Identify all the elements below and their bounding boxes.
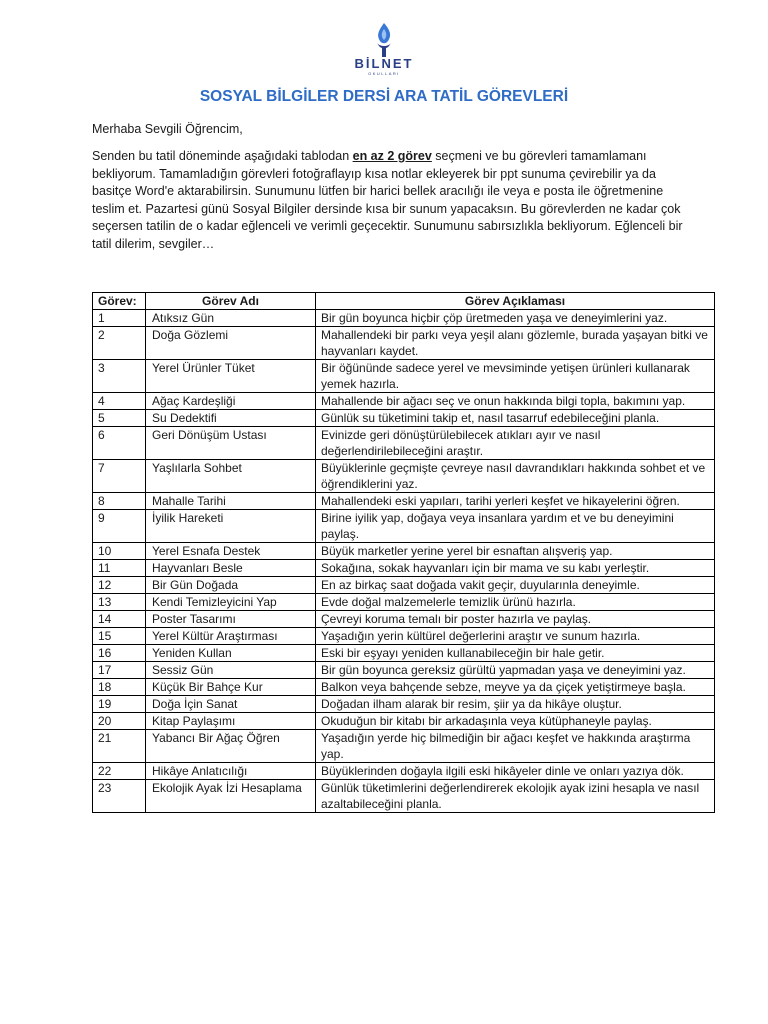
intro-text-after: seçmeni ve bu görevleri tamamlamanı bekliyorum. Tamamladığın görevleri fotoğraflayıp kısa notlar ekleyerek bir ppt sunuma çevirebilir ya da basitçe Word'e aktarabilirsin. Sunumunu lütfen bir harici bellek aracılığı ile veya e posta ile öğretmenine teslim et. Pazartesi günü Sosyal Bilgiler dersinde kısa bir sunum yapacaksın. Bu görevlerden ne kadar çok seçersen tatilin de o kadar eğlenceli ve verimli geçecektir. Sunumunu sabırsızlıkla bekliyorum. Eğlenceli bir tatil dilerim, sevgiler… [92, 149, 683, 251]
greeting: Merhaba Sevgili Öğrencim, [92, 122, 243, 136]
task-number-cell: 16 [93, 645, 146, 662]
task-description-cell: Günlük su tüketimini takip et, nasıl tasarruf edebileceğini planla. [316, 410, 715, 427]
task-description-cell: Okuduğun bir kitabı bir arkadaşınla veya kütüphaneyle paylaş. [316, 713, 715, 730]
task-description-cell: Yaşadığın yerin kültürel değerlerini araştır ve sunum hazırla. [316, 628, 715, 645]
task-description-cell: Mahallendeki bir parkı veya yeşil alanı gözlemle, burada yaşayan bitki ve hayvanları kaydet. [316, 327, 715, 360]
table-header-row [93, 293, 715, 310]
task-number-cell: 10 [93, 543, 146, 560]
table-row [93, 696, 715, 713]
task-name-cell: Mahalle Tarihi [146, 493, 316, 510]
table-row [93, 493, 715, 510]
task-number-cell: 4 [93, 393, 146, 410]
table-row [93, 510, 715, 543]
logo-wordmark: BİLNET [354, 56, 414, 71]
task-description-cell: Balkon veya bahçende sebze, meyve ya da çiçek yetiştirmeye başla. [316, 679, 715, 696]
table-row [93, 730, 715, 763]
task-description-cell: Mahallendeki eski yapıları, tarihi yerleri keşfet ve hikayelerini öğren. [316, 493, 715, 510]
table-row [93, 393, 715, 410]
table-row [93, 310, 715, 327]
task-description-cell: Yaşadığın yerde hiç bilmediğin bir ağacı keşfet ve hakkında araştırma yap. [316, 730, 715, 763]
task-name-cell: Sessiz Gün [146, 662, 316, 679]
table-row [93, 577, 715, 594]
task-name-cell: Doğa Gözlemi [146, 327, 316, 360]
task-name-cell: İyilik Hareketi [146, 510, 316, 543]
task-name-cell: Hayvanları Besle [146, 560, 316, 577]
task-name-cell: Poster Tasarımı [146, 611, 316, 628]
task-name-cell: Yaşlılarla Sohbet [146, 460, 316, 493]
task-number-cell: 23 [93, 780, 146, 813]
task-number-cell: 2 [93, 327, 146, 360]
task-name-cell: Kitap Paylaşımı [146, 713, 316, 730]
table-row [93, 327, 715, 360]
task-description-cell: Günlük tüketimlerini değerlendirerek ekolojik ayak izini hesapla ve nasıl azaltabileceğini planla. [316, 780, 715, 813]
task-description-cell: Bir gün boyunca hiçbir çöp üretmeden yaşa ve deneyimlerini yaz. [316, 310, 715, 327]
task-number-cell: 18 [93, 679, 146, 696]
table-row [93, 679, 715, 696]
header-task-description: Görev Açıklaması [316, 293, 715, 310]
table-row [93, 713, 715, 730]
task-description-cell: Mahallende bir ağacı seç ve onun hakkında bilgi topla, bakımını yap. [316, 393, 715, 410]
table-row [93, 360, 715, 393]
task-description-cell: Büyüklerinden doğayla ilgili eski hikâyeler dinle ve onları yazıya dök. [316, 763, 715, 780]
task-number-cell: 5 [93, 410, 146, 427]
task-number-cell: 9 [93, 510, 146, 543]
task-number-cell: 12 [93, 577, 146, 594]
task-description-cell: Evinizde geri dönüştürülebilecek atıkları ayır ve nasıl değerlendirilebileceğini araştır. [316, 427, 715, 460]
task-description-cell: Çevreyi koruma temalı bir poster hazırla ve paylaş. [316, 611, 715, 628]
task-name-cell: Yeniden Kullan [146, 645, 316, 662]
table-row [93, 780, 715, 813]
task-description-cell: Büyüklerinle geçmişte çevreye nasıl davrandıkları hakkında sohbet et ve öğrendiklerini yaz. [316, 460, 715, 493]
table-row [93, 410, 715, 427]
logo-subtitle: OKULLARI [368, 71, 400, 76]
torch-icon [371, 22, 397, 58]
task-number-cell: 11 [93, 560, 146, 577]
task-description-cell: Bir öğününde sadece yerel ve mevsiminde yetişen ürünleri kullanarak yemek hazırla. [316, 360, 715, 393]
task-name-cell: Atıksız Gün [146, 310, 316, 327]
task-description-cell: Eski bir eşyayı yeniden kullanabileceğin bir hale getir. [316, 645, 715, 662]
task-number-cell: 8 [93, 493, 146, 510]
task-name-cell: Su Dedektifi [146, 410, 316, 427]
task-name-cell: Ekolojik Ayak İzi Hesaplama [146, 780, 316, 813]
task-description-cell: Büyük marketler yerine yerel bir esnaftan alışveriş yap. [316, 543, 715, 560]
intro-text-before: Senden bu tatil döneminde aşağıdaki tablodan [92, 149, 353, 163]
task-number-cell: 13 [93, 594, 146, 611]
table-row [93, 560, 715, 577]
table-row [93, 611, 715, 628]
task-description-cell: Evde doğal malzemelerle temizlik ürünü hazırla. [316, 594, 715, 611]
task-name-cell: Geri Dönüşüm Ustası [146, 427, 316, 460]
task-number-cell: 14 [93, 611, 146, 628]
task-name-cell: Doğa İçin Sanat [146, 696, 316, 713]
task-number-cell: 3 [93, 360, 146, 393]
header-task-number: Görev: [93, 293, 146, 310]
table-row [93, 427, 715, 460]
task-name-cell: Ağaç Kardeşliği [146, 393, 316, 410]
school-logo [0, 22, 768, 76]
header-task-name: Görev Adı [146, 293, 316, 310]
task-description-cell: Birine iyilik yap, doğaya veya insanlara yardım et ve bu deneyimini paylaş. [316, 510, 715, 543]
task-number-cell: 22 [93, 763, 146, 780]
task-name-cell: Yerel Ürünler Tüket [146, 360, 316, 393]
table-row [93, 645, 715, 662]
tasks-table [92, 292, 715, 813]
intro-paragraph [92, 148, 692, 253]
table-row [93, 460, 715, 493]
task-description-cell: Sokağına, sokak hayvanları için bir mama ve su kabı yerleştir. [316, 560, 715, 577]
task-number-cell: 6 [93, 427, 146, 460]
table-row [93, 543, 715, 560]
task-description-cell: Doğadan ilham alarak bir resim, şiir ya da hikâye oluştur. [316, 696, 715, 713]
table-row [93, 662, 715, 679]
task-description-cell: Bir gün boyunca gereksiz gürültü yapmadan yaşa ve deneyimini yaz. [316, 662, 715, 679]
table-row [93, 628, 715, 645]
table-row [93, 594, 715, 611]
task-name-cell: Yerel Esnafa Destek [146, 543, 316, 560]
task-name-cell: Hikâye Anlatıcılığı [146, 763, 316, 780]
table-row [93, 763, 715, 780]
task-name-cell: Bir Gün Doğada [146, 577, 316, 594]
task-number-cell: 19 [93, 696, 146, 713]
task-name-cell: Yerel Kültür Araştırması [146, 628, 316, 645]
task-number-cell: 20 [93, 713, 146, 730]
task-number-cell: 21 [93, 730, 146, 763]
task-name-cell: Yabancı Bir Ağaç Öğren [146, 730, 316, 763]
task-number-cell: 17 [93, 662, 146, 679]
task-number-cell: 7 [93, 460, 146, 493]
task-number-cell: 1 [93, 310, 146, 327]
task-description-cell: En az birkaç saat doğada vakit geçir, duyularınla deneyimle. [316, 577, 715, 594]
task-name-cell: Kendi Temizleyicini Yap [146, 594, 316, 611]
task-number-cell: 15 [93, 628, 146, 645]
task-name-cell: Küçük Bir Bahçe Kur [146, 679, 316, 696]
tasks-table-body [93, 310, 715, 813]
intro-emphasis: en az 2 görev [352, 149, 432, 163]
page-title: SOSYAL BİLGİLER DERSİ ARA TATİL GÖREVLERİ [199, 88, 569, 105]
